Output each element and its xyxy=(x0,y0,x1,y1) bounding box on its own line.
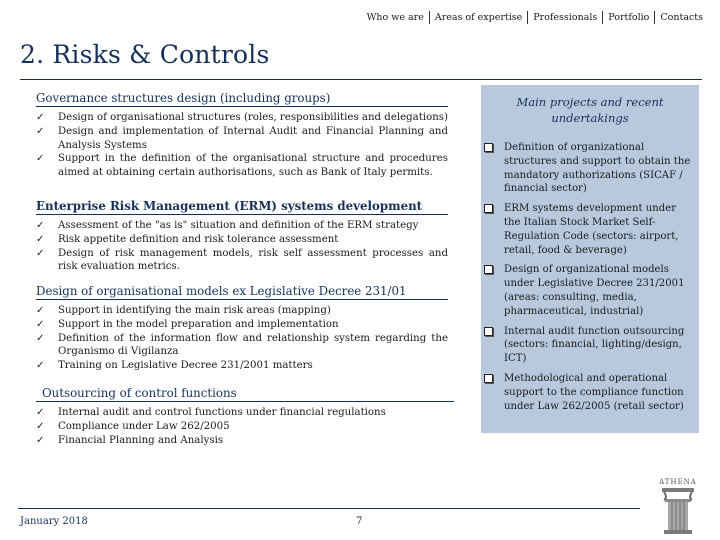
section-outsourcing xyxy=(36,386,454,447)
list-item: ✓ Internal audit and control functions under financial regulations xyxy=(36,407,386,418)
check-list xyxy=(36,111,448,180)
checkbox-bullet-icon xyxy=(484,265,493,274)
section-heading: Governance structures design (including groups) xyxy=(36,91,448,107)
checkmark-icon: ✓ xyxy=(36,220,45,231)
list-item: Methodological and operational support to the compliance function under Law 262/2005 (retail sector) xyxy=(481,372,699,413)
nav-areas-of-expertise[interactable]: Areas of expertise xyxy=(434,12,523,23)
list-item: ✓ Support in the model preparation and implementation xyxy=(36,318,339,330)
checkmark-icon: ✓ xyxy=(36,125,45,137)
footer-date: January 2018 xyxy=(20,516,88,527)
checkbox-bullet-icon xyxy=(484,327,493,336)
footer-divider xyxy=(18,508,640,509)
list-item: ✓ Assessment of the "as is" situation and definition of the ERM strategy xyxy=(36,220,419,231)
checkmark-icon: ✓ xyxy=(36,360,45,372)
list-item: ✓ Design of risk management models, risk self assessment processes and risk evaluation metrics. xyxy=(36,247,448,273)
nav-professionals[interactable]: Professionals xyxy=(533,12,598,23)
list-item: ✓ Support in identifying the main risk areas (mapping) xyxy=(36,305,331,316)
list-item: ✓ Support in the definition of the organisational structure and procedures aimed at obtaining certain authorisations, such as Bank of Italy permits. xyxy=(36,153,448,179)
checkbox-bullet-icon xyxy=(484,374,493,383)
checkmark-icon: ✓ xyxy=(36,407,45,418)
list-item: ✓ Training on Legislative Decree 231/2001 matters xyxy=(36,360,313,372)
check-list xyxy=(36,304,448,373)
panel-title: Main projects and recent undertakings xyxy=(516,95,664,125)
company-logo xyxy=(654,478,702,538)
checkmark-icon: ✓ xyxy=(36,153,45,165)
section-governance xyxy=(36,91,448,180)
list-item: ✓ Definition of the information flow and relationship system regarding the Organismo di Vigilanza xyxy=(36,332,448,358)
list-item: ✓ Financial Planning and Analysis xyxy=(36,434,224,446)
section-heading: Outsourcing of control functions xyxy=(36,386,454,402)
list-item: Internal audit function outsourcing (sectors: financial, lighting/design, ICT) xyxy=(481,325,699,366)
checkmark-icon: ✓ xyxy=(36,247,45,259)
list-item: ✓ Compliance under Law 262/2005 xyxy=(36,420,230,432)
section-heading: Enterprise Risk Management (ERM) systems development xyxy=(36,199,448,215)
list-item: ✓ Design and implementation of Internal Audit and Financial Planning and Analysis Systems xyxy=(36,125,448,151)
page-number: 7 xyxy=(356,516,363,527)
check-list xyxy=(36,406,454,447)
nav-portfolio[interactable]: Portfolio xyxy=(608,12,650,23)
checkbox-bullet-icon xyxy=(484,143,493,152)
list-item: Definition of organizational structures and support to obtain the mandatory authorizations (SICAF / financial sector) xyxy=(481,141,699,196)
section-231-models xyxy=(36,284,448,373)
section-erm xyxy=(36,199,448,274)
page-title: 2. Risks & Controls xyxy=(20,40,270,69)
checkmark-icon: ✓ xyxy=(36,233,45,245)
list-item: ERM systems development under the Italian Stock Market Self-Regulation Code (sectors: airport, retail, food & beverage) xyxy=(481,202,699,257)
list-item: Design of organizational models under Legislative Decree 231/2001 (areas: consulting, media, pharmaceutical, industrial) xyxy=(481,263,699,318)
list-item: ✓ Design of organisational structures (roles, responsibilities and delegations) xyxy=(36,112,448,123)
logo-text: ATHENA xyxy=(659,478,697,486)
check-list xyxy=(36,219,448,274)
checkmark-icon: ✓ xyxy=(36,420,45,432)
list-item: ✓ Risk appetite definition and risk tolerance assessment xyxy=(36,233,339,245)
checkmark-icon: ✓ xyxy=(36,318,45,330)
checkmark-icon: ✓ xyxy=(36,332,45,344)
nav-who-we-are[interactable]: Who we are xyxy=(366,12,424,23)
checkbox-bullet-icon xyxy=(484,204,493,213)
top-navigation xyxy=(362,11,703,24)
nav-contacts[interactable]: Contacts xyxy=(660,12,703,23)
checkmark-icon: ✓ xyxy=(36,112,45,123)
title-divider xyxy=(20,79,702,80)
projects-list xyxy=(481,141,699,419)
checkmark-icon: ✓ xyxy=(36,305,45,316)
section-heading: Design of organisational models ex Legislative Decree 231/01 xyxy=(36,284,448,300)
projects-panel xyxy=(481,85,699,433)
column-icon xyxy=(654,486,702,536)
checkmark-icon: ✓ xyxy=(36,434,45,446)
